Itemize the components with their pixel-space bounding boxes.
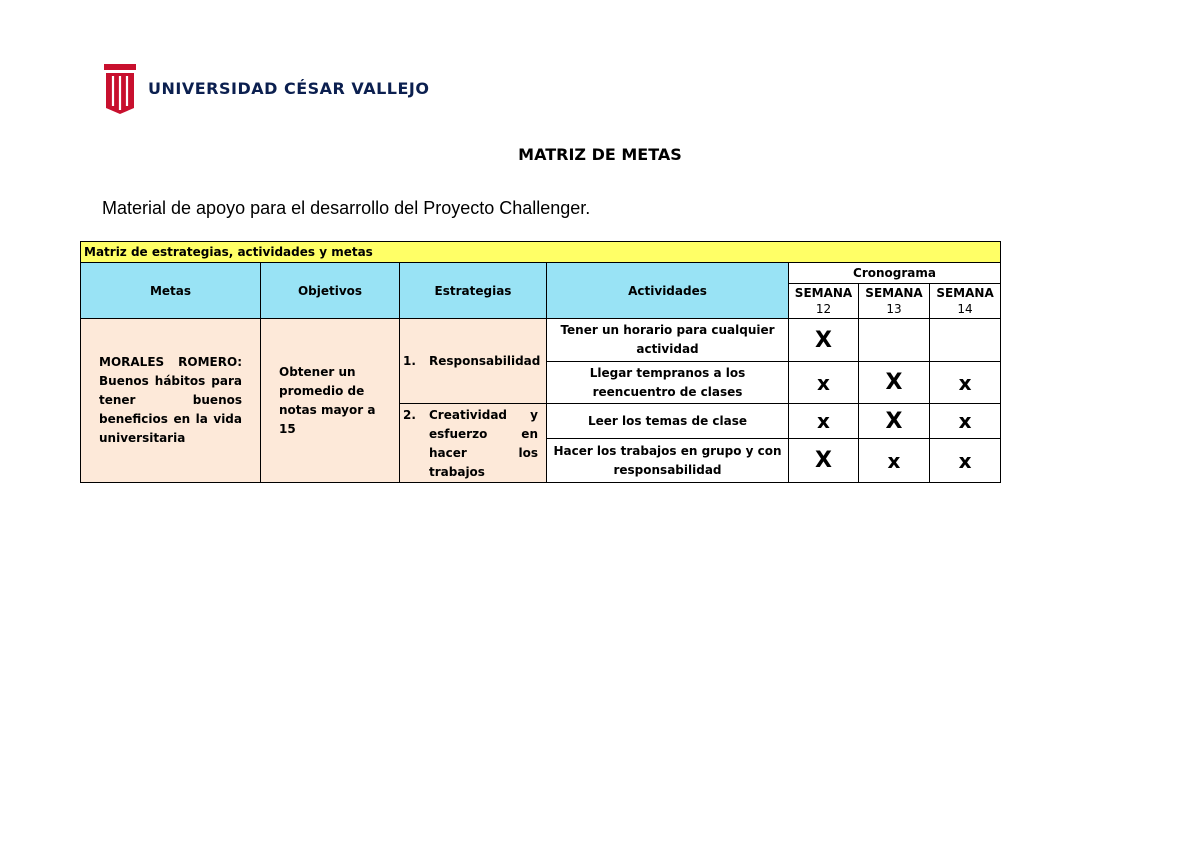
week-number: 12: [815, 302, 832, 316]
university-shield-icon: [102, 62, 138, 114]
header-estrategias: Estrategias: [400, 263, 547, 319]
meta-cell: MORALES ROMERO: Buenos hábitos para tener buenos beneficios en la vida universitaria: [81, 319, 261, 483]
mark-cell: [930, 319, 1001, 362]
mark-cell: x: [930, 439, 1001, 483]
objective-cell: Obtener un promedio de notas mayor a 15: [261, 319, 400, 483]
mark-cell: X: [789, 439, 859, 483]
week-label: SEMANA: [794, 286, 853, 300]
header-objetivos: Objetivos: [261, 263, 400, 319]
table-band-title: Matriz de estrategias, actividades y metas: [81, 242, 1001, 263]
strategy-number: 2.: [403, 408, 416, 422]
week-label: SEMANA: [865, 286, 923, 300]
mark-cell: X: [789, 319, 859, 362]
header-week-14: [930, 284, 1001, 319]
table-row: [81, 319, 1001, 362]
week-number: 14: [957, 302, 973, 316]
mark-cell: X: [859, 362, 930, 404]
header-metas: Metas: [81, 263, 261, 319]
page-subtitle: Material de apoyo para el desarrollo del Proyecto Challenger.: [102, 198, 591, 218]
header-actividades: Actividades: [547, 263, 789, 319]
mark-cell: [859, 319, 930, 362]
table-band-row: [81, 242, 1001, 263]
strategy-number: 1.: [403, 353, 416, 368]
university-name: UNIVERSIDAD CÉSAR VALLEJO: [148, 78, 430, 98]
mark-cell: x: [789, 362, 859, 404]
goals-matrix-table: [80, 241, 1001, 483]
page-title: MATRIZ DE METAS: [518, 145, 682, 164]
activity-cell: Leer los temas de clase: [547, 404, 789, 439]
mark-cell: x: [789, 404, 859, 439]
strategy-cell-2: [400, 404, 547, 483]
strategy-cell-1: [400, 319, 547, 404]
mark-cell: X: [859, 404, 930, 439]
activity-cell: Hacer los trabajos en grupo y con responsabilidad: [547, 439, 789, 483]
header-cronograma: Cronograma: [789, 263, 1001, 284]
mark-cell: x: [930, 362, 1001, 404]
header-row-1: [81, 263, 1001, 284]
week-label: SEMANA: [936, 286, 994, 300]
week-number: 13: [886, 302, 902, 316]
mark-cell: x: [859, 439, 930, 483]
header-week-12: [789, 284, 859, 319]
university-logo: [102, 62, 429, 114]
activity-cell: Tener un horario para cualquier actividad: [547, 319, 789, 362]
strategy-text: Responsabilidad: [429, 353, 541, 368]
activity-cell: Llegar tempranos a los reencuentro de clases: [547, 362, 789, 404]
mark-cell: x: [930, 404, 1001, 439]
strategy-text: Creatividad y esfuerzo en hacer los trabajos: [429, 408, 538, 479]
header-week-13: [859, 284, 930, 319]
